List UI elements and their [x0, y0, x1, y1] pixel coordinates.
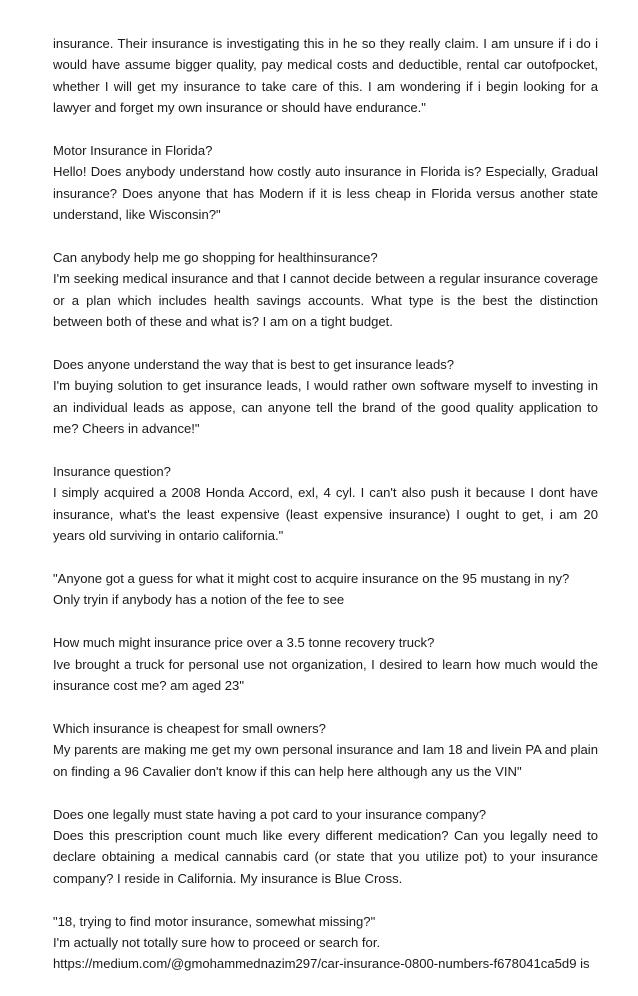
question-body: Only tryin if anybody has a notion of the fee to see	[53, 592, 345, 608]
question-heading: Insurance question?	[53, 464, 171, 480]
document-page	[53, 33, 598, 996]
question-block	[53, 140, 598, 226]
question-block	[53, 354, 598, 440]
paragraph-block	[53, 33, 598, 119]
question-block	[53, 911, 598, 975]
question-heading: Does anyone understand the way that is best to get insurance leads?	[53, 357, 455, 373]
question-body: Does this prescription count much like every different medication? Can you legally need to declare obtaining a medical cannabis card (or state that you utilize pot) to your insurance company? I reside in California. My insurance is Blue Cross.	[53, 827, 598, 886]
question-heading: Which insurance is cheapest for small owners?	[53, 720, 326, 736]
question-heading: "Anyone got a guess for what it might cost to acquire insurance on the 95 mustang in ny?	[53, 571, 570, 587]
question-body: I simply acquired a 2008 Honda Accord, exl, 4 cyl. I can't also push it because I dont have insurance, what's the least expensive (least expensive insurance) I ought to get, i am 20 years old surviving in ontario california."	[53, 485, 598, 544]
question-body: I'm buying solution to get insurance leads, I would rather own software myself to investing in an individual leads as appose, can anyone tell the brand of the good quality application to me? Cheers in advance!"	[53, 378, 598, 437]
article-link-text[interactable]: https://medium.com/@gmohammednazim297/car-insurance-0800-numbers-f678041ca5d9 is	[53, 956, 590, 972]
question-heading: Motor Insurance in Florida?	[53, 143, 213, 159]
question-block	[53, 718, 598, 782]
question-heading: Can anybody help me go shopping for healthinsurance?	[53, 250, 378, 266]
question-block	[53, 632, 598, 696]
question-body: I'm seeking medical insurance and that I cannot decide between a regular insurance coverage or a plan which includes health savings accounts. What type is the best the distinction between both of these and what is? I am on a tight budget.	[53, 271, 598, 330]
body-text: insurance. Their insurance is investigating this in he so they really claim. I am unsure if i do i would have assume bigger quality, pay medical costs and deductible, rental car outofpocket, whether I will get my insurance to take care of this. I am wondering if i begin looking for a lawyer and forget my own insurance or should have endurance."	[53, 36, 598, 116]
question-body: Ive brought a truck for personal use not organization, I desired to learn how much would the insurance cost me? am aged 23"	[53, 656, 598, 694]
question-block	[53, 247, 598, 333]
question-block	[53, 568, 598, 611]
question-block	[53, 461, 598, 547]
question-block	[53, 804, 598, 890]
question-body: Hello! Does anybody understand how costly auto insurance in Florida is? Especially, Gradual insurance? Does anyone that has Modern if it is less cheap in Florida versus another state understand, like Wisconsin?"	[53, 164, 598, 223]
question-heading: How much might insurance price over a 3.5 tonne recovery truck?	[53, 635, 435, 651]
question-heading: "18, trying to find motor insurance, somewhat missing?"	[53, 913, 376, 929]
question-heading: Does one legally must state having a pot card to your insurance company?	[53, 806, 487, 822]
question-body: I'm actually not totally sure how to proceed or search for.	[53, 934, 381, 950]
question-body: My parents are making me get my own personal insurance and Iam 18 and livein PA and plain on finding a 96 Cavalier don't know if this can help here although any us the VIN"	[53, 742, 598, 779]
